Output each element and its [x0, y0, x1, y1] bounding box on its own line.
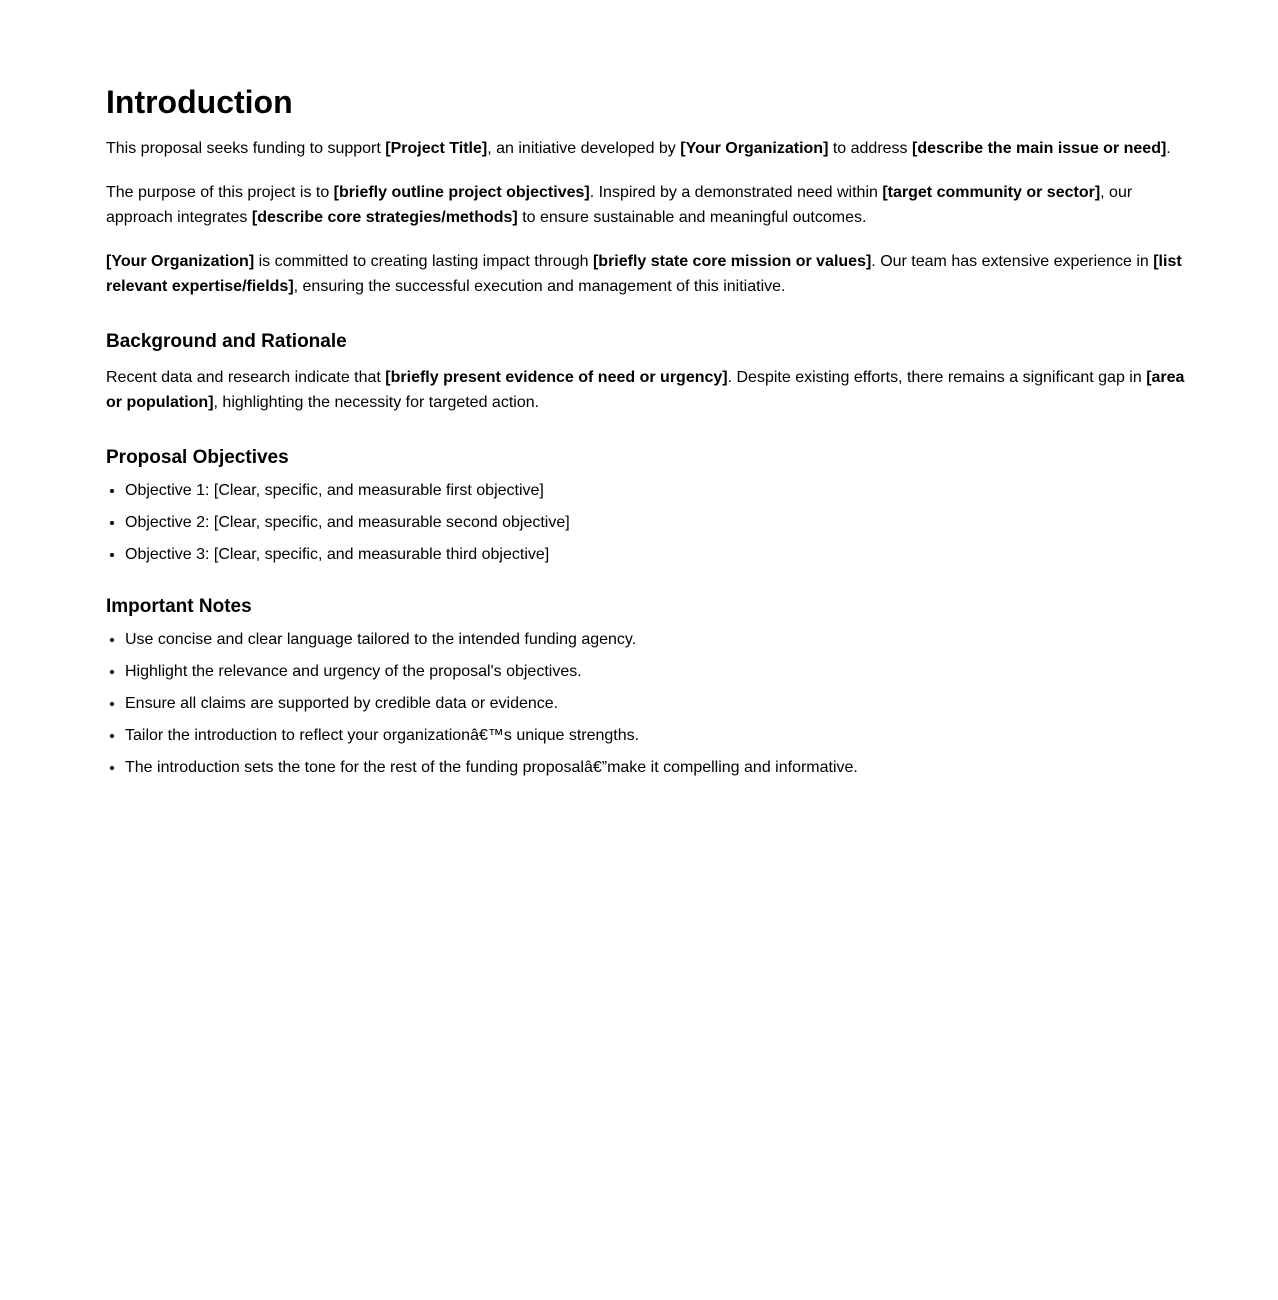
body-text: Recent data and research indicate that — [106, 368, 386, 386]
document-body — [106, 82, 1186, 790]
objectives-heading: Proposal Objectives — [106, 446, 289, 468]
body-text: , ensuring the successful execution and management of this initiative. — [293, 278, 786, 295]
notes-list — [106, 630, 1186, 778]
body-text: , an initiative developed by — [487, 140, 681, 157]
placeholder-text: [target community or sector] — [882, 183, 1101, 201]
objective-item: • Objective 1: [Clear, specific, and measurable first objective] — [125, 481, 1186, 501]
placeholder-text: [briefly outline project objectives] — [333, 183, 590, 201]
objective-item: • Objective 3: [Clear, specific, and measurable third objective] — [125, 545, 1186, 565]
body-text: . Despite existing efforts, there remains a significant gap in — [727, 368, 1147, 386]
background-paragraph — [106, 365, 1186, 416]
body-text: . Inspired by a demonstrated need within — [589, 183, 883, 201]
placeholder-text: [briefly state core mission or values] — [592, 252, 872, 270]
placeholder-text: [describe the main issue or need] — [912, 140, 1167, 157]
note-item: • Highlight the relevance and urgency of the proposal's objectives. — [125, 662, 1186, 682]
note-item: • Use concise and clear language tailored to the intended funding agency. — [125, 630, 1186, 650]
page-title: Introduction — [106, 84, 293, 120]
placeholder-text: [Project Title] — [385, 140, 488, 157]
body-text: to ensure sustainable and meaningful outcomes. — [517, 209, 867, 226]
placeholder-text: [describe core strategies/methods] — [251, 209, 518, 226]
placeholder-text: [list relevant expertise/fields] — [106, 252, 1182, 295]
intro-paragraph-2 — [106, 180, 1186, 231]
background-heading: Background and Rationale — [106, 330, 347, 352]
body-text: is committed to creating lasting impact through — [254, 252, 593, 270]
notes-heading: Important Notes — [106, 595, 252, 617]
placeholder-text: [briefly present evidence of need or urgency] — [385, 368, 728, 386]
placeholder-text: [area or population] — [106, 368, 1185, 411]
body-text: , highlighting the necessity for targeted action. — [213, 394, 540, 411]
note-item: • The introduction sets the tone for the rest of the funding proposalâ€”make it compelling and informative. — [125, 758, 1186, 778]
intro-paragraph-3 — [106, 249, 1186, 300]
note-item: • Ensure all claims are supported by credible data or evidence. — [125, 694, 1186, 714]
body-text: This proposal seeks funding to support — [106, 140, 386, 157]
objectives-list — [106, 481, 1186, 565]
intro-paragraph-1 — [106, 136, 1186, 162]
body-text: to address — [828, 140, 912, 157]
note-item: • Tailor the introduction to reflect your organizationâ€™s unique strengths. — [125, 726, 1186, 746]
body-text: The purpose of this project is to — [106, 183, 334, 201]
body-text: . Our team has extensive experience in — [871, 252, 1154, 270]
placeholder-text: [Your Organization] — [680, 140, 829, 157]
placeholder-text: [Your Organization] — [106, 252, 255, 270]
body-text: . — [1166, 140, 1171, 157]
body-text: , our approach integrates — [106, 183, 1133, 226]
objective-item: • Objective 2: [Clear, specific, and measurable second objective] — [125, 513, 1186, 533]
